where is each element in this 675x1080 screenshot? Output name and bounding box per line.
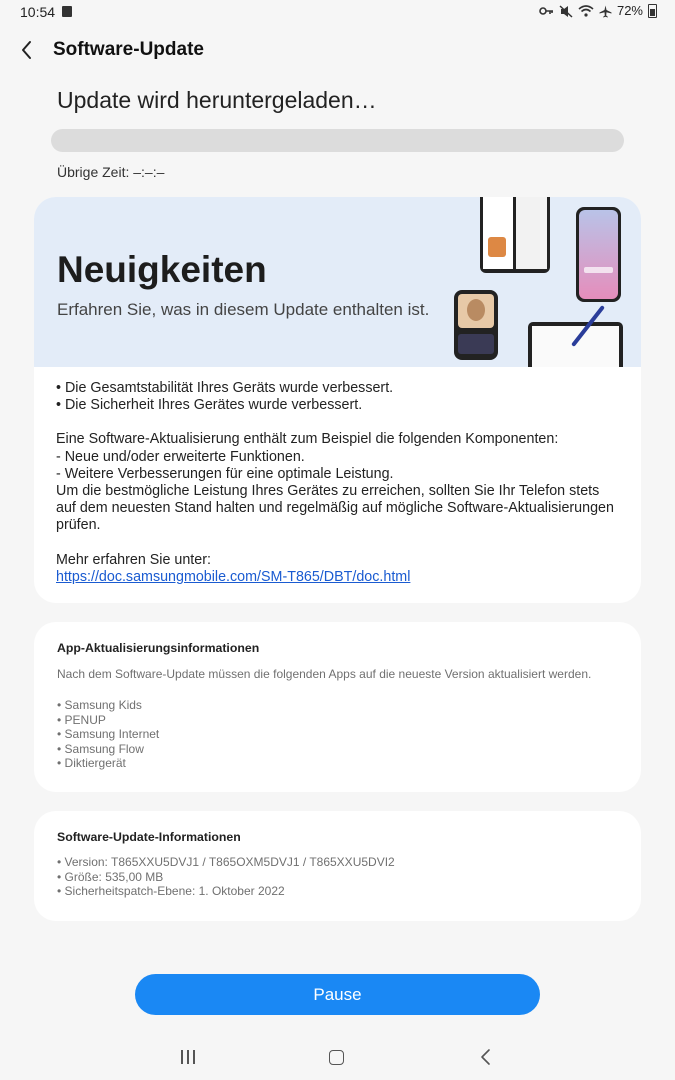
download-status-title: Update wird heruntergeladen…: [57, 87, 377, 113]
more-info-link[interactable]: https://doc.samsungmobile.com/SM-T865/DBT/doc.html: [56, 568, 411, 585]
list-item: • Diktiergerät: [57, 756, 126, 770]
home-button[interactable]: [329, 1050, 344, 1065]
navigation-bar: [0, 1040, 675, 1080]
nav-back-button[interactable]: [478, 1048, 494, 1066]
list-item: • PENUP: [57, 712, 106, 727]
remaining-time: Übrige Zeit: –:–:–: [57, 164, 165, 180]
app-bar: [0, 30, 675, 70]
mute-icon: [559, 5, 573, 18]
phone-device-image: [576, 207, 621, 302]
recent-apps-button[interactable]: [180, 1050, 196, 1064]
update-info-list: [57, 855, 627, 899]
list-item: • Samsung Kids: [57, 698, 142, 712]
status-bar: [0, 0, 675, 24]
flip-device-image: [454, 290, 498, 360]
battery-icon: [648, 4, 657, 18]
notification-icon: [62, 6, 72, 17]
app-updates-card: [34, 622, 641, 792]
update-info-title: Software-Update-Informationen: [57, 830, 241, 844]
news-banner: [34, 197, 641, 367]
news-body: [56, 380, 621, 586]
list-item: • Version: T865XXU5DVJ1 / T865OXM5DVJ1 / T865XXU5DVI2: [57, 855, 395, 869]
news-line: - Neue und/oder erweiterte Funktionen.: [56, 448, 305, 465]
news-line: Mehr erfahren Sie unter:: [56, 551, 211, 568]
news-subtitle: Erfahren Sie, was in diesem Update enthalten ist.: [57, 300, 430, 319]
app-updates-description: Nach dem Software-Update müssen die folgenden Apps auf die neueste Version aktualisiert werden.: [57, 667, 592, 681]
status-time: 10:54: [20, 4, 56, 20]
news-line: • Die Gesamtstabilität Ihres Geräts wurde verbessert.: [56, 380, 394, 396]
status-icons: [539, 3, 657, 19]
list-item: • Samsung Flow: [57, 741, 144, 756]
foldable-device-image: [480, 197, 550, 273]
key-icon: [539, 5, 554, 17]
update-info-card: [34, 811, 641, 921]
news-card: [34, 197, 641, 603]
list-item: • Samsung Internet: [57, 727, 160, 741]
back-button[interactable]: [14, 36, 42, 64]
page-title: Software-Update: [53, 39, 204, 60]
app-updates-list: [57, 698, 627, 771]
news-title: Neuigkeiten: [57, 249, 267, 290]
wifi-icon: [578, 5, 594, 17]
news-line: • Die Sicherheit Ihres Gerätes wurde verbessert.: [56, 397, 363, 414]
news-line: Eine Software-Aktualisierung enthält zum Beispiel die folgenden Komponenten:: [56, 431, 559, 448]
airplane-icon: [599, 5, 612, 18]
app-updates-title: App-Aktualisierungsinformationen: [57, 641, 260, 655]
list-item: • Sicherheitspatch-Ebene: 1. Oktober 2022: [57, 884, 285, 898]
news-line: Um die bestmögliche Leistung Ihres Gerätes zu erreichen, sollten Sie Ihr Telefon stets auf dem neuesten Stand halten und regelmäßig auf mögliche Software-Aktualisierungen prüfen.: [56, 483, 614, 534]
download-progress-bar: [51, 129, 624, 152]
news-line: - Weitere Verbesserungen für eine optimale Leistung.: [56, 465, 394, 482]
battery-percent: 72%: [616, 3, 643, 18]
pause-button[interactable]: Pause: [135, 974, 540, 1015]
list-item: • Größe: 535,00 MB: [57, 869, 164, 884]
